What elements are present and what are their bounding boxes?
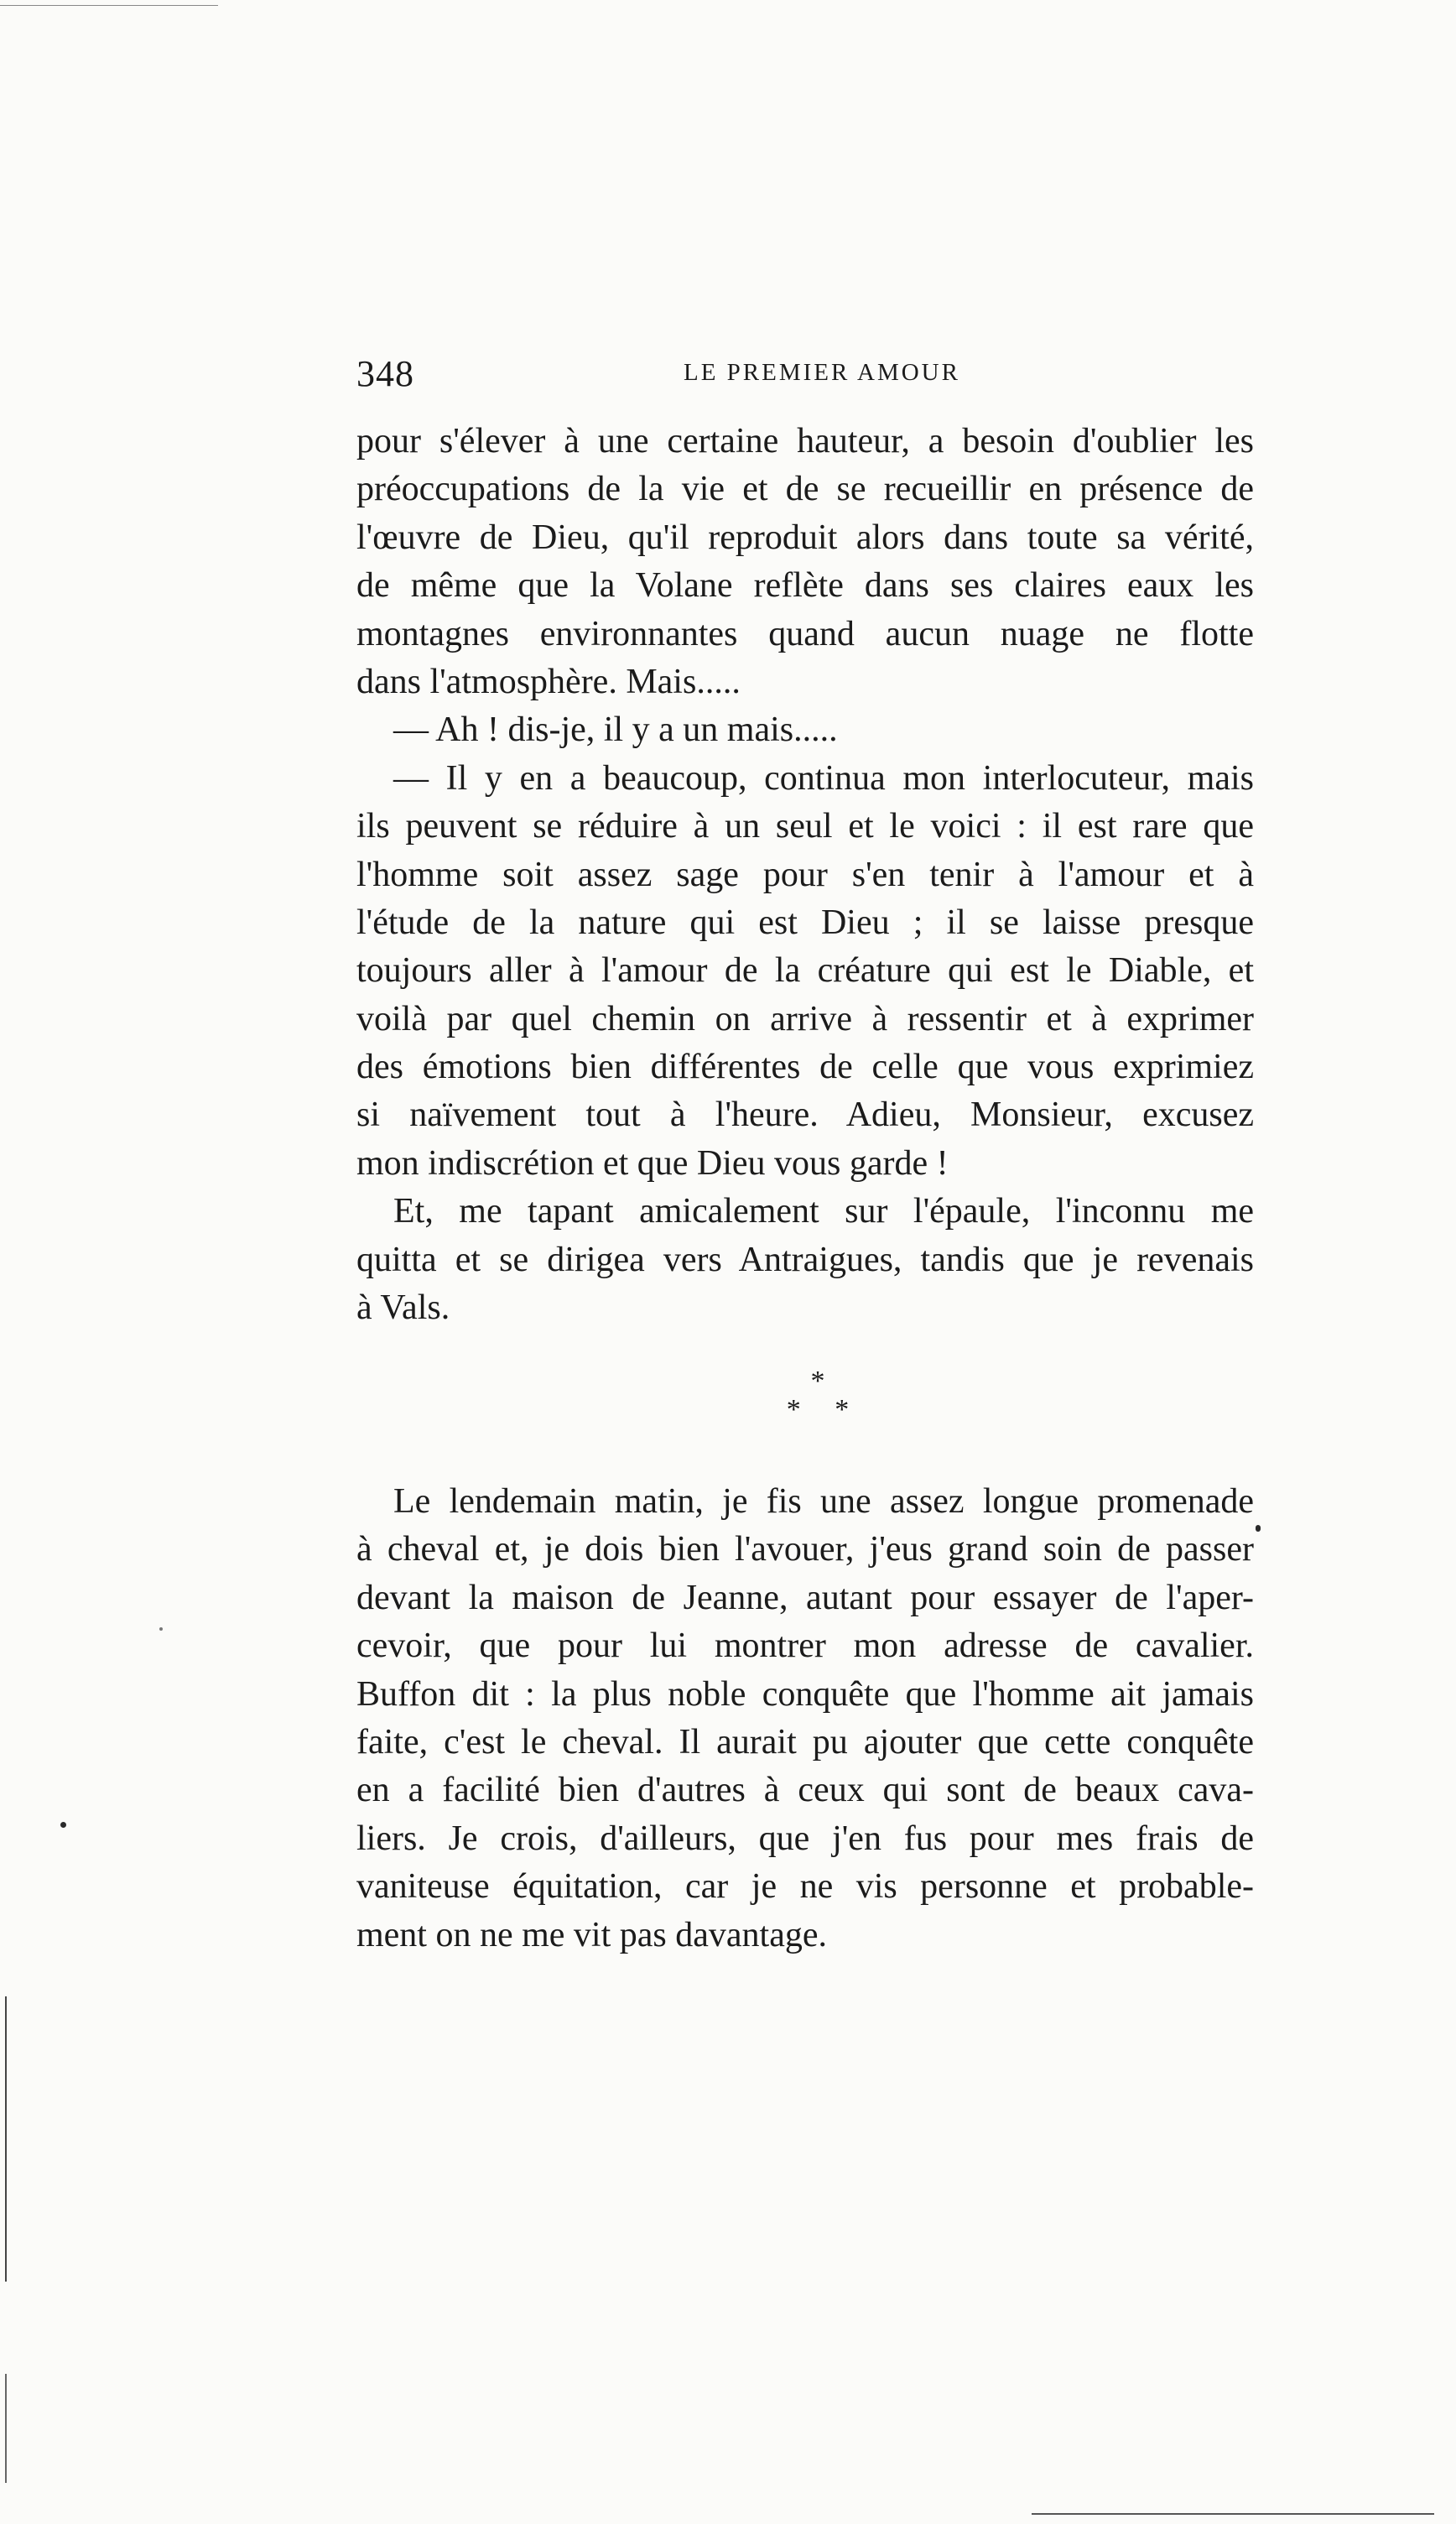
- text-line: liers. Je crois, d'ailleurs, que j'en fus pour mes frais de: [356, 1819, 1254, 1858]
- text-line: de même que la Volane reflète dans ses claires eaux les: [356, 566, 1254, 606]
- scan-edge-line: [5, 1996, 7, 2282]
- asterism-bottom: * *: [786, 1394, 863, 1425]
- text-line: des émotions bien différentes de celle que vous exprimiez: [356, 1048, 1254, 1087]
- scan-speck: [60, 1822, 66, 1828]
- text-block-2: [356, 1478, 1254, 1959]
- page-header: [356, 352, 1254, 399]
- text-line: Buffon dit : la plus noble conquête que l'homme ait jamais: [356, 1674, 1254, 1714]
- text-line: vaniteuse équitation, car je ne vis personne et probable-: [356, 1867, 1254, 1907]
- text-line: devant la maison de Jeanne, autant pour essayer de l'aper-: [356, 1578, 1254, 1617]
- scan-edge-line: [0, 5, 218, 6]
- scan-speck: [1256, 1525, 1261, 1532]
- section-break-asterism: [763, 1367, 872, 1443]
- text-line: préoccupations de la vie et de se recueillir en présence de: [356, 470, 1254, 509]
- running-title: LE PREMIER AMOUR: [684, 359, 960, 386]
- text-line: à cheval et, je dois bien l'avouer, j'eus grand soin de passer: [356, 1530, 1254, 1569]
- text-line: ils peuvent se réduire à un seul et le voici : il est rare que: [356, 807, 1254, 846]
- text-line: voilà par quel chemin on arrive à ressentir et à exprimer: [356, 999, 1254, 1038]
- text-line: Le lendemain matin, je fis une assez longue promenade: [393, 1482, 1254, 1521]
- text-line: cevoir, que pour lui montrer mon adresse de cavalier.: [356, 1626, 1254, 1666]
- text-line: en a facilité bien d'autres à ceux qui sont de beaux cava-: [356, 1771, 1254, 1810]
- text-line: Et, me tapant amicalement sur l'épaule, l'inconnu me: [393, 1192, 1254, 1231]
- scan-speck: [159, 1627, 163, 1631]
- text-line: ment on ne me vit pas davantage.: [356, 1915, 827, 1954]
- text-line: l'homme soit assez sage pour s'en tenir à l'amour et à: [356, 855, 1254, 894]
- text-line: toujours aller à l'amour de la créature qui est le Diable, et: [356, 951, 1254, 991]
- text-line: dans l'atmosphère. Mais.....: [356, 662, 741, 701]
- page-number: 348: [356, 353, 414, 394]
- scan-edge-line: [5, 2374, 7, 2483]
- asterism-top: *: [810, 1366, 825, 1397]
- text-line: faite, c'est le cheval. Il aurait pu ajouter que cette conquête: [356, 1722, 1254, 1762]
- text-block-1: [356, 418, 1254, 1332]
- text-line: l'œuvre de Dieu, qu'il reproduit alors dans toute sa vérité,: [356, 518, 1254, 557]
- text-line: à Vals.: [356, 1288, 450, 1328]
- dialogue-line: — Il y en a beaucoup, continua mon interlocuteur, mais: [393, 758, 1254, 798]
- text-line: montagnes environnantes quand aucun nuage ne flotte: [356, 614, 1254, 653]
- text-line: l'étude de la nature qui est Dieu ; il se laisse presque: [356, 903, 1254, 942]
- text-line: quitta et se dirigea vers Antraigues, tandis que je revenais: [356, 1240, 1254, 1279]
- text-line: mon indiscrétion et que Dieu vous garde !: [356, 1143, 949, 1183]
- dialogue-line: — Ah ! dis-je, il y a un mais.....: [393, 710, 838, 750]
- text-line: pour s'élever à une certaine hauteur, a besoin d'oublier les: [356, 422, 1254, 461]
- scan-edge-line: [1032, 2513, 1434, 2515]
- text-line: si naïvement tout à l'heure. Adieu, Monsieur, excusez: [356, 1095, 1254, 1135]
